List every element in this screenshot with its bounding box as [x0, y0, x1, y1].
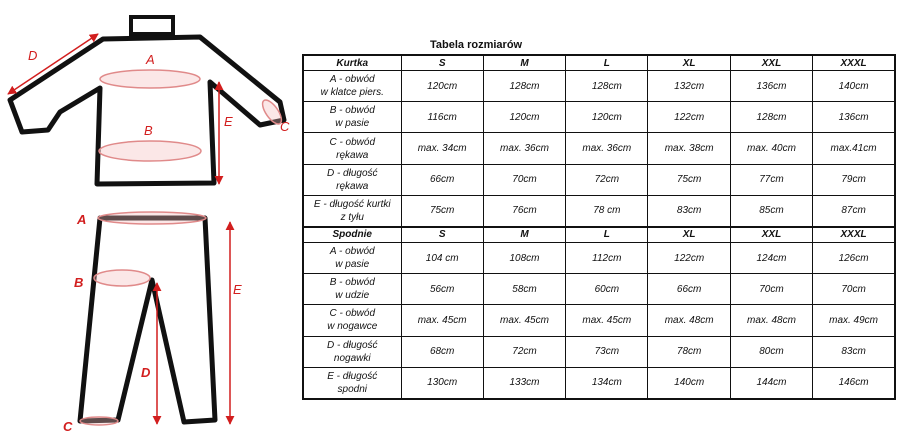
pants-label-d: D [141, 365, 151, 380]
table-row [303, 305, 895, 336]
table-cell: 136cm [730, 71, 812, 102]
table-cell: 66cm [648, 274, 730, 305]
table-cell: 130cm [401, 367, 483, 399]
pants-label-e: E [233, 282, 242, 297]
table-cell: 72cm [566, 164, 648, 195]
size-header: L [566, 227, 648, 243]
table-title: Tabela rozmiarów [430, 39, 523, 51]
row-label: D - długość rękawa [303, 164, 401, 195]
jacket-waist-ellipse [99, 141, 201, 161]
pants-header-row [303, 227, 895, 243]
table-cell: 78cm [648, 336, 730, 367]
table-row [303, 164, 895, 195]
table-cell: 122cm [648, 102, 730, 133]
garment-diagram-svg [0, 0, 300, 444]
table-cell: 104 cm [401, 243, 483, 274]
pants-hem-ellipse [80, 417, 118, 425]
size-table [302, 54, 896, 400]
row-label: C - obwód rękawa [303, 133, 401, 164]
table-cell: 116cm [401, 102, 483, 133]
table-cell: 122cm [648, 243, 730, 274]
size-header: M [483, 55, 565, 71]
table-cell: max. 36cm [483, 133, 565, 164]
table-cell: 120cm [483, 102, 565, 133]
table-cell: max. 40cm [730, 133, 812, 164]
table-row [303, 133, 895, 164]
table-cell: 83cm [648, 195, 730, 227]
pants-thigh-ellipse [94, 270, 150, 286]
table-cell: 75cm [648, 164, 730, 195]
table-cell: 120cm [401, 71, 483, 102]
row-label: A - obwód w klatce piers. [303, 71, 401, 102]
pants-label-a: A [77, 212, 87, 227]
table-cell: max.41cm [813, 133, 895, 164]
size-header: XXXL [813, 227, 895, 243]
table-cell: 136cm [813, 102, 895, 133]
table-row [303, 367, 895, 399]
table-row [303, 274, 895, 305]
size-header: M [483, 227, 565, 243]
jacket-chest-ellipse [100, 70, 200, 88]
table-cell: 132cm [648, 71, 730, 102]
row-label: D - długość nogawki [303, 336, 401, 367]
table-cell: max. 45cm [401, 305, 483, 336]
table-cell: 66cm [401, 164, 483, 195]
table-cell: 85cm [730, 195, 812, 227]
table-cell: 133cm [483, 367, 565, 399]
table-cell: max. 45cm [566, 305, 648, 336]
table-row [303, 336, 895, 367]
row-label: C - obwód w nogawce [303, 305, 401, 336]
table-cell: 140cm [648, 367, 730, 399]
row-label: E - długość kurtki z tyłu [303, 195, 401, 227]
jacket-illustration [8, 17, 290, 184]
table-cell: 77cm [730, 164, 812, 195]
table-cell: 76cm [483, 195, 565, 227]
table-cell: 128cm [566, 71, 648, 102]
jacket-label-a: A [146, 52, 155, 67]
table-cell: 70cm [483, 164, 565, 195]
size-header: XXL [730, 227, 812, 243]
size-header: S [401, 55, 483, 71]
table-cell: max. 49cm [813, 305, 895, 336]
size-header: S [401, 227, 483, 243]
table-cell: 75cm [401, 195, 483, 227]
table-cell: 56cm [401, 274, 483, 305]
table-cell: max. 48cm [648, 305, 730, 336]
table-cell: max. 36cm [566, 133, 648, 164]
table-cell: max. 45cm [483, 305, 565, 336]
pants-header: Spodnie [303, 227, 401, 243]
table-cell: max. 38cm [648, 133, 730, 164]
table-cell: 78 cm [566, 195, 648, 227]
pants-label-b: B [74, 275, 84, 290]
jacket-label-d: D [28, 48, 38, 63]
table-row [303, 102, 895, 133]
row-label: B - obwód w udzie [303, 274, 401, 305]
jacket-label-e: E [224, 114, 233, 129]
table-cell: 108cm [483, 243, 565, 274]
size-header: L [566, 55, 648, 71]
table-row [303, 71, 895, 102]
table-cell: 70cm [730, 274, 812, 305]
table-cell: 134cm [566, 367, 648, 399]
table-row [303, 243, 895, 274]
table-cell: 79cm [813, 164, 895, 195]
pants-label-c: C [63, 419, 73, 434]
jacket-label-b: B [144, 123, 153, 138]
table-cell: 144cm [730, 367, 812, 399]
table-cell: 124cm [730, 243, 812, 274]
table-cell: max. 48cm [730, 305, 812, 336]
table-cell: 70cm [813, 274, 895, 305]
table-cell: 112cm [566, 243, 648, 274]
pants-waist-ellipse [98, 212, 206, 224]
size-header: XL [648, 227, 730, 243]
table-cell: 83cm [813, 336, 895, 367]
jacket-header-row [303, 55, 895, 71]
table-cell: 126cm [813, 243, 895, 274]
table-cell: 72cm [483, 336, 565, 367]
table-cell: 80cm [730, 336, 812, 367]
garment-diagram [0, 0, 300, 444]
jacket-label-c: C [280, 119, 290, 134]
row-label: E - długość spodni [303, 367, 401, 399]
size-header: XXL [730, 55, 812, 71]
table-cell: max. 34cm [401, 133, 483, 164]
size-header: XXXL [813, 55, 895, 71]
table-cell: 140cm [813, 71, 895, 102]
row-label: A - obwód w pasie [303, 243, 401, 274]
table-cell: 87cm [813, 195, 895, 227]
pants-illustration [63, 212, 242, 434]
table-cell: 68cm [401, 336, 483, 367]
table-row [303, 195, 895, 227]
table-cell: 60cm [566, 274, 648, 305]
jacket-header: Kurtka [303, 55, 401, 71]
table-cell: 58cm [483, 274, 565, 305]
jacket-collar [131, 17, 173, 34]
table-cell: 73cm [566, 336, 648, 367]
row-label: B - obwód w pasie [303, 102, 401, 133]
pants-outline [80, 218, 215, 422]
size-header: XL [648, 55, 730, 71]
table-cell: 146cm [813, 367, 895, 399]
table-cell: 128cm [730, 102, 812, 133]
table-cell: 128cm [483, 71, 565, 102]
table-cell: 120cm [566, 102, 648, 133]
